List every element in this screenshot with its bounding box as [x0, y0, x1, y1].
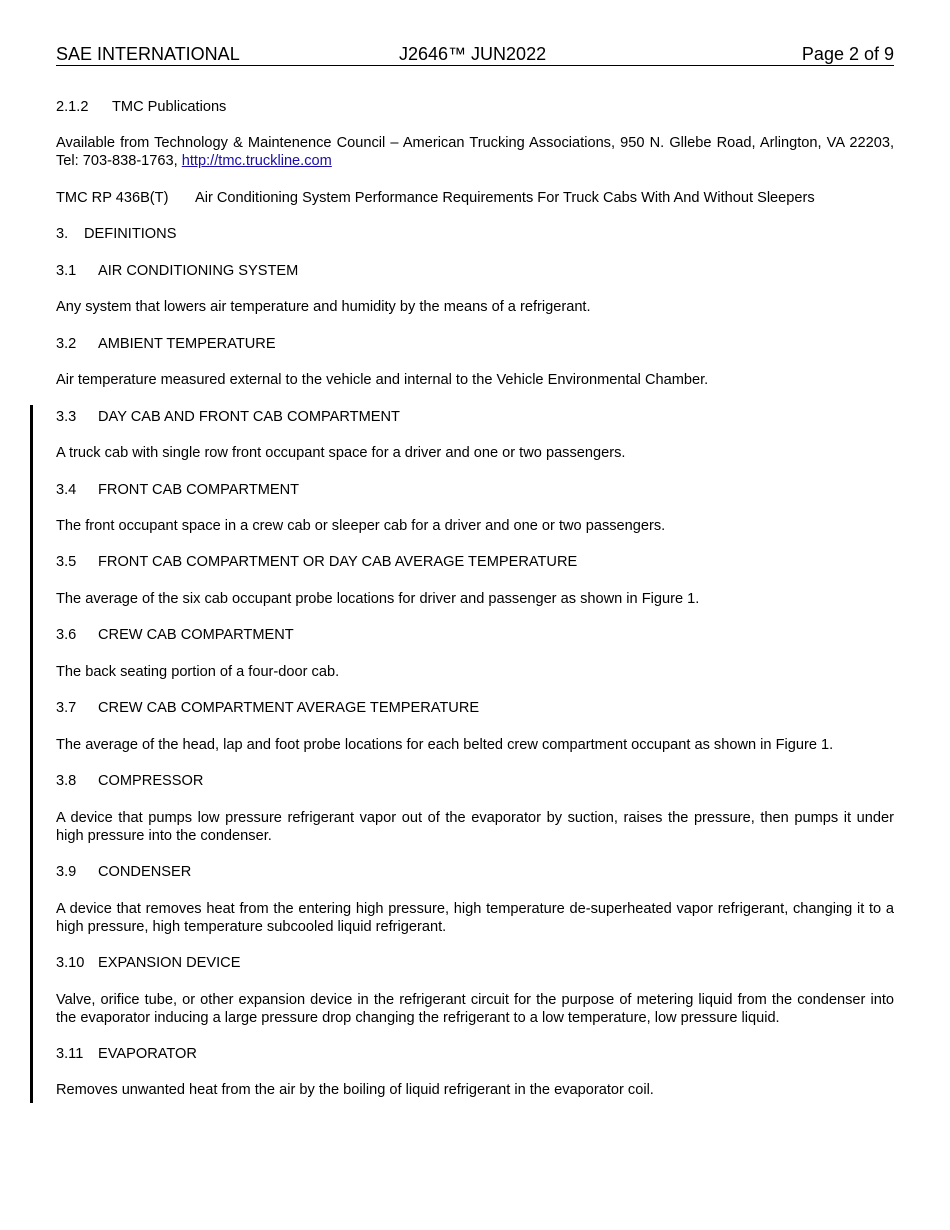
definition-title: COMPRESSOR: [98, 773, 204, 789]
definition-number: 3.7: [56, 700, 77, 716]
definition-heading: [56, 863, 894, 881]
section-heading-2-1-2: [56, 98, 894, 116]
definition-number: 3.6: [56, 627, 77, 643]
definition-title: CONDENSER: [98, 864, 192, 880]
definition-heading: [56, 1045, 894, 1063]
definition-title: DAY CAB AND FRONT CAB COMPARTMENT: [98, 409, 400, 425]
definition-body: A device that pumps low pressure refrigerant vapor out of the evaporator by suction, raises the pressure, then pumps it under high pressure into the condenser.: [56, 810, 894, 844]
definition-body: A truck cab with single row front occupant space for a driver and one or two passengers.: [56, 445, 626, 461]
section-body-2-1-2: [56, 134, 894, 170]
definition-body: The average of the six cab occupant probe locations for driver and passenger as shown in Figure 1.: [56, 591, 700, 607]
definition-body: Valve, orifice tube, or other expansion device in the refrigerant circuit for the purpose of metering liquid from the condenser into the evaporator inducing a large pressure drop changing the refrigerant to a low temperature, low pressure liquid.: [56, 992, 894, 1026]
definition-title: EXPANSION DEVICE: [98, 955, 241, 971]
definition-body: The front occupant space in a crew cab or sleeper cab for a driver and one or two passengers.: [56, 518, 666, 534]
definition-heading: [56, 408, 894, 426]
definition-title: AIR CONDITIONING SYSTEM: [98, 263, 299, 279]
definition-heading: [56, 481, 894, 499]
reference-code: TMC RP 436B(T): [56, 190, 169, 206]
definition-body: The average of the head, lap and foot probe locations for each belted crew compartment occupant as shown in Figure 1.: [56, 737, 834, 753]
definition-number: 3.11: [56, 1046, 84, 1062]
definition-heading: [56, 262, 894, 280]
definition-number: 3.4: [56, 482, 77, 498]
section-title: DEFINITIONS: [84, 226, 177, 242]
section-heading-3: [56, 225, 894, 243]
definition-heading: [56, 954, 894, 972]
tmc-website-link[interactable]: http://tmc.truckline.com: [181, 153, 332, 169]
document-id: J2646™ JUN2022: [399, 44, 547, 64]
section-number: 2.1.2: [56, 99, 89, 115]
body-text: Available from Technology & Maintenence Council – American Trucking Associations, 950 N. Gllebe Road, Arlington, VA 22203, Tel: 703-838-1763,: [56, 135, 894, 169]
definition-title: CREW CAB COMPARTMENT AVERAGE TEMPERATURE: [98, 700, 480, 716]
definition-heading: [56, 772, 894, 790]
definition-number: 3.8: [56, 773, 77, 789]
reference-entry: [56, 189, 894, 207]
definition-number: 3.5: [56, 554, 77, 570]
definition-heading: [56, 335, 894, 353]
definition-title: FRONT CAB COMPARTMENT: [98, 482, 300, 498]
definition-number: 3.1: [56, 263, 77, 279]
reference-title: Air Conditioning System Performance Requirements For Truck Cabs With And Without Sleepers: [195, 190, 815, 206]
definition-body: Removes unwanted heat from the air by the boiling of liquid refrigerant in the evaporator coil.: [56, 1082, 654, 1098]
definition-heading: [56, 553, 894, 571]
definition-title: EVAPORATOR: [98, 1046, 197, 1062]
definition-number: 3.3: [56, 409, 77, 425]
page-header: [56, 43, 894, 66]
section-title: TMC Publications: [112, 99, 227, 115]
section-number: 3.: [56, 226, 69, 242]
revision-change-bar: [30, 405, 33, 1103]
definition-title: CREW CAB COMPARTMENT: [98, 627, 294, 643]
definition-body: Air temperature measured external to the vehicle and internal to the Vehicle Environmental Chamber.: [56, 372, 709, 388]
definition-title: FRONT CAB COMPARTMENT OR DAY CAB AVERAGE TEMPERATURE: [98, 554, 578, 570]
publisher-name: SAE INTERNATIONAL: [56, 44, 240, 64]
definition-body: A device that removes heat from the entering high pressure, high temperature de-superheated vapor refrigerant, changing it to a high pressure, high temperature subcooled liquid refrigerant.: [56, 901, 894, 935]
definition-title: AMBIENT TEMPERATURE: [98, 336, 276, 352]
definition-heading: [56, 699, 894, 717]
definition-heading: [56, 626, 894, 644]
definition-body: The back seating portion of a four-door cab.: [56, 664, 340, 680]
definition-number: 3.10: [56, 955, 85, 971]
page-number: Page 2 of 9: [801, 44, 894, 64]
definition-number: 3.2: [56, 336, 77, 352]
definition-body: Any system that lowers air temperature and humidity by the means of a refrigerant.: [56, 299, 591, 315]
definition-number: 3.9: [56, 864, 77, 880]
